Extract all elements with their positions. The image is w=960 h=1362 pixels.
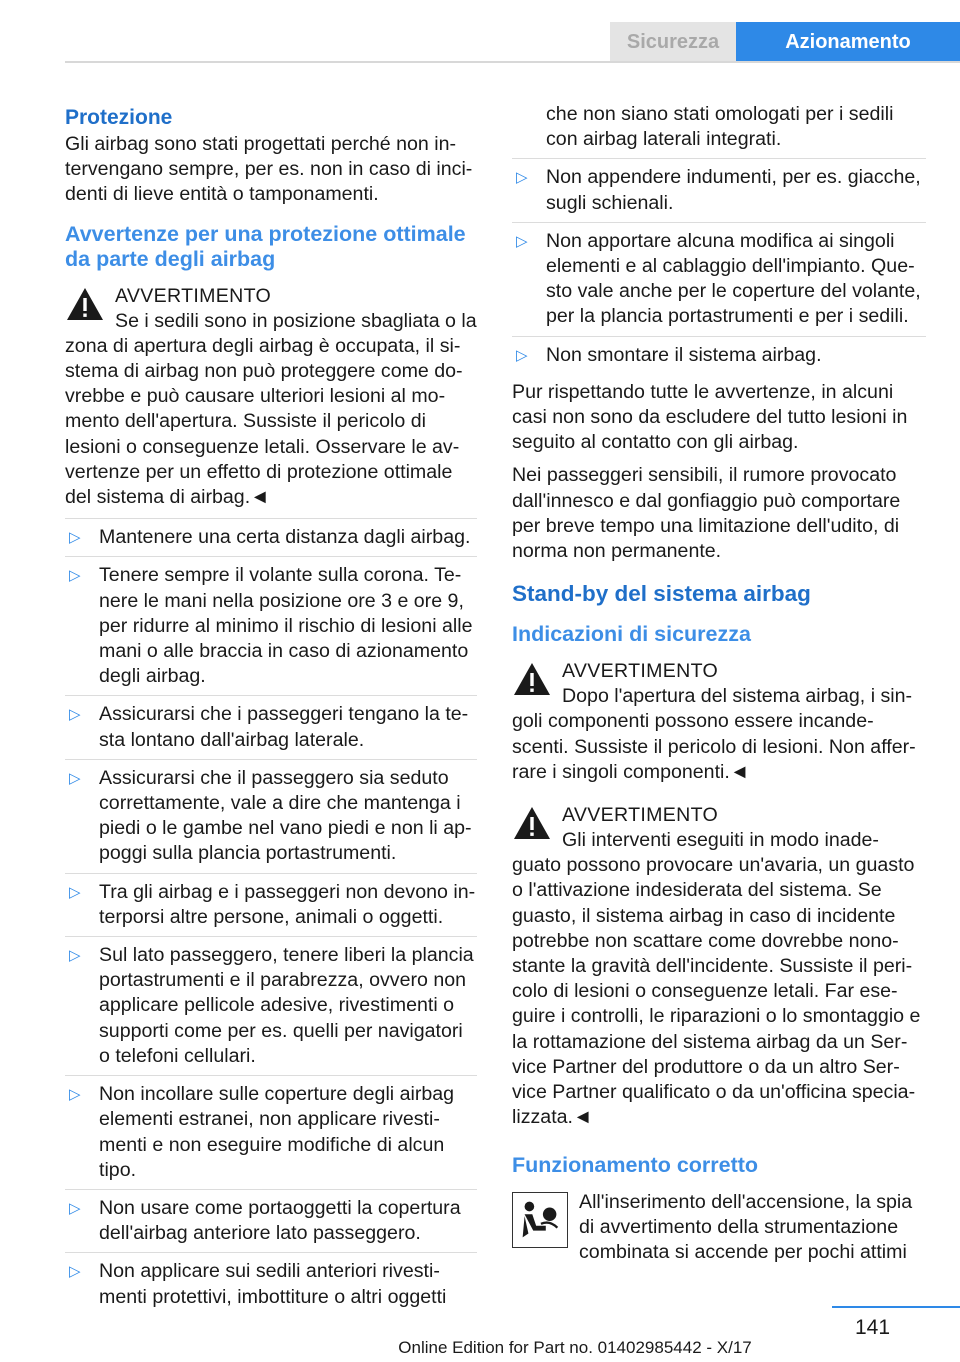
list-item-text: Non smontare il sistema airbag.: [546, 343, 822, 366]
triangle-bullet-icon: ▷: [69, 706, 81, 724]
list-item: [512, 222, 926, 336]
warning-text-rest: goli componenti possono essere incande-scenti. Sussiste il pericolo di lesioni. Non affer-rare i singoli componenti.◄: [512, 710, 916, 783]
list-item-continuation: [512, 102, 926, 158]
list-item: [65, 1252, 477, 1315]
warning-title: AVVERTIMENTO: [562, 804, 719, 827]
list-item: [65, 1075, 477, 1189]
warning-triangle-icon: [65, 286, 105, 322]
triangle-bullet-icon: ▷: [69, 769, 81, 787]
list-item: [65, 759, 477, 873]
function-text: All'inserimento dell'accensione, la spia di avvertimento della strumentazione combinata si accende per pochi attimi: [579, 1190, 913, 1263]
advice-list-left: [65, 518, 477, 1315]
triangle-bullet-icon: ▷: [516, 232, 528, 250]
list-item: [512, 336, 926, 374]
heading-protezione: Protezione: [65, 106, 173, 129]
list-item-text: Assicurarsi che il passeggero sia seduto correttamente, vale a dire che mantenga i piedi o le gambe nel vano piedi e non li ap-poggi sulla plancia portastrumenti.: [99, 766, 472, 865]
list-item: [65, 695, 477, 758]
list-item: [65, 936, 477, 1075]
warning-text: [512, 684, 926, 785]
warning-text-first: Dopo l'apertura del sistema airbag, i sin-: [562, 685, 913, 708]
left-column: [65, 102, 477, 1322]
warning-block-2: [512, 659, 926, 785]
list-item: [65, 873, 477, 936]
triangle-bullet-icon: ▷: [69, 567, 81, 585]
triangle-bullet-icon: ▷: [69, 883, 81, 901]
triangle-bullet-icon: ▷: [516, 346, 528, 364]
list-item-text: Tenere sempre il volante sulla corona. Te-nere le mani nella posizione ore 3 e ore 9, per ridurre al minimo il rischio di lesioni alle mani o alle braccia in caso di azionamento degli airbag.: [99, 564, 473, 688]
tab-azionamento: Azionamento: [736, 22, 960, 62]
warning-text-first: Gli interventi eseguiti in modo inade-: [562, 829, 879, 852]
warning-triangle-icon: [512, 805, 552, 841]
triangle-bullet-icon: ▷: [69, 529, 81, 547]
list-item: [65, 518, 477, 556]
header-divider: [65, 61, 960, 63]
list-item-text: Sul lato passeggero, tenere liberi la plancia portastrumenti e il parabrezza, ovvero non applicare pellicole adesive, rivestimenti o supporti come per es. quelli per navigatori o telefoni cellulari.: [99, 944, 474, 1067]
warning-text: [512, 828, 926, 1130]
list-item-text: Non usare come portaoggetti la copertura dell'airbag anteriore lato passeggero.: [99, 1196, 461, 1245]
triangle-bullet-icon: ▷: [69, 1199, 81, 1217]
triangle-bullet-icon: ▷: [516, 169, 528, 187]
warning-triangle-icon: [512, 661, 552, 697]
list-item-text: che non siano stati omologati per i sedili con airbag laterali integrati.: [546, 103, 894, 151]
paragraph-udito: Nei passeggeri sensibili, il rumore provocato dall'innesco e dal gonfiaggio può comportare per breve tempo una limitazione dell'udito, di norma non permanente.: [512, 464, 901, 563]
warning-text-rest: zona di apertura degli airbag è occupata, il si-stema di airbag non può proteggere come do-vrebbe e può causare ulteriori lesioni al mo-mento dell'apertura. Sussiste il pericolo di lesioni o conseguenze letali. Osservare le av-vertenze per un effetto di protezione ottimale del sistema di airbag.◄: [65, 334, 463, 509]
warning-text: [65, 309, 477, 511]
footer-edition: Online Edition for Part no. 01402985442 - X/17: [398, 1338, 752, 1357]
list-item: [65, 556, 477, 695]
warning-block-1: [65, 284, 477, 511]
right-column: [512, 102, 926, 1265]
list-item-text: Non appendere indumenti, per es. giacche, sugli schienali.: [546, 166, 921, 214]
footer-divider: [832, 1306, 960, 1308]
advice-list-right: [512, 102, 926, 374]
header-tabs: [610, 22, 960, 62]
heading-standby: Stand-by del sistema airbag: [512, 581, 811, 607]
warning-title: AVVERTIMENTO: [115, 284, 272, 307]
list-item-text: Non applicare sui sedili anteriori rivesti-menti protettivi, imbottiture o altri oggetti: [99, 1260, 447, 1308]
triangle-bullet-icon: ▷: [69, 947, 81, 965]
list-item-text: Mantenere una certa distanza dagli airbag.: [99, 526, 471, 549]
list-item: [65, 1189, 477, 1252]
warning-block-3: [512, 803, 926, 1130]
list-item-text: Non incollare sulle coperture degli airbag elementi estranei, non applicare rivesti-menti e non eseguire modifiche di alcun tipo.: [99, 1083, 455, 1181]
list-item-text: Non apportare alcuna modifica ai singoli elementi e al cablaggio dell'impianto. Que-sto vale anche per le coperture del volante, per la plancia portastrumenti e per i sedili.: [546, 229, 921, 328]
list-item: [512, 158, 926, 221]
page-number: 141: [855, 1316, 891, 1339]
tab-sicurezza: Sicurezza: [610, 22, 736, 62]
paragraph-contatto: Pur rispettando tutte le avvertenze, in alcuni casi non sono da escludere del tutto lesioni in seguito al contatto con gli airbag.: [512, 380, 908, 454]
airbag-warning-light-icon: [512, 1192, 568, 1248]
list-item-text: Assicurarsi che i passeggeri tengano la te-sta lontano dall'airbag laterale.: [99, 703, 469, 751]
warning-text-first: Se i sedili sono in posizione sbagliata o la: [115, 309, 477, 332]
list-item-text: Tra gli airbag e i passeggeri non devono in-terporsi altre persone, animali o oggetti.: [99, 880, 476, 928]
function-block: [512, 1190, 926, 1266]
paragraph-protezione: Gli airbag sono stati progettati perché non in-tervengano sempre, per es. non in caso di inci-denti di lieve entità o tamponamenti.: [65, 133, 473, 206]
warning-text-rest: guato possono provocare un'avaria, un guasto o l'attivazione indesiderata del sistema. Se guasto, il sistema airbag in caso di incidente potrebbe non scattare come dovrebbe nono-stante la gravità dell'incidente. Sussiste il peri-colo di lesioni o conseguenze letali. Far ese-guire i controlli, le riparazioni o lo smontaggio e la rottamazione del sistema airbag da un Ser-vice Partner del produttore o da un altro Ser-vice Partner qualificato o da un'officina specia-lizzata.◄: [512, 854, 921, 1129]
triangle-bullet-icon: ▷: [69, 1086, 81, 1104]
heading-avvertenze: Avvertenze per una protezione ottimale da parte degli airbag: [65, 221, 466, 271]
warning-title: AVVERTIMENTO: [562, 660, 719, 683]
triangle-bullet-icon: ▷: [69, 1263, 81, 1281]
heading-indicazioni: Indicazioni di sicurezza: [512, 622, 751, 647]
heading-funzionamento: Funzionamento corretto: [512, 1152, 759, 1177]
